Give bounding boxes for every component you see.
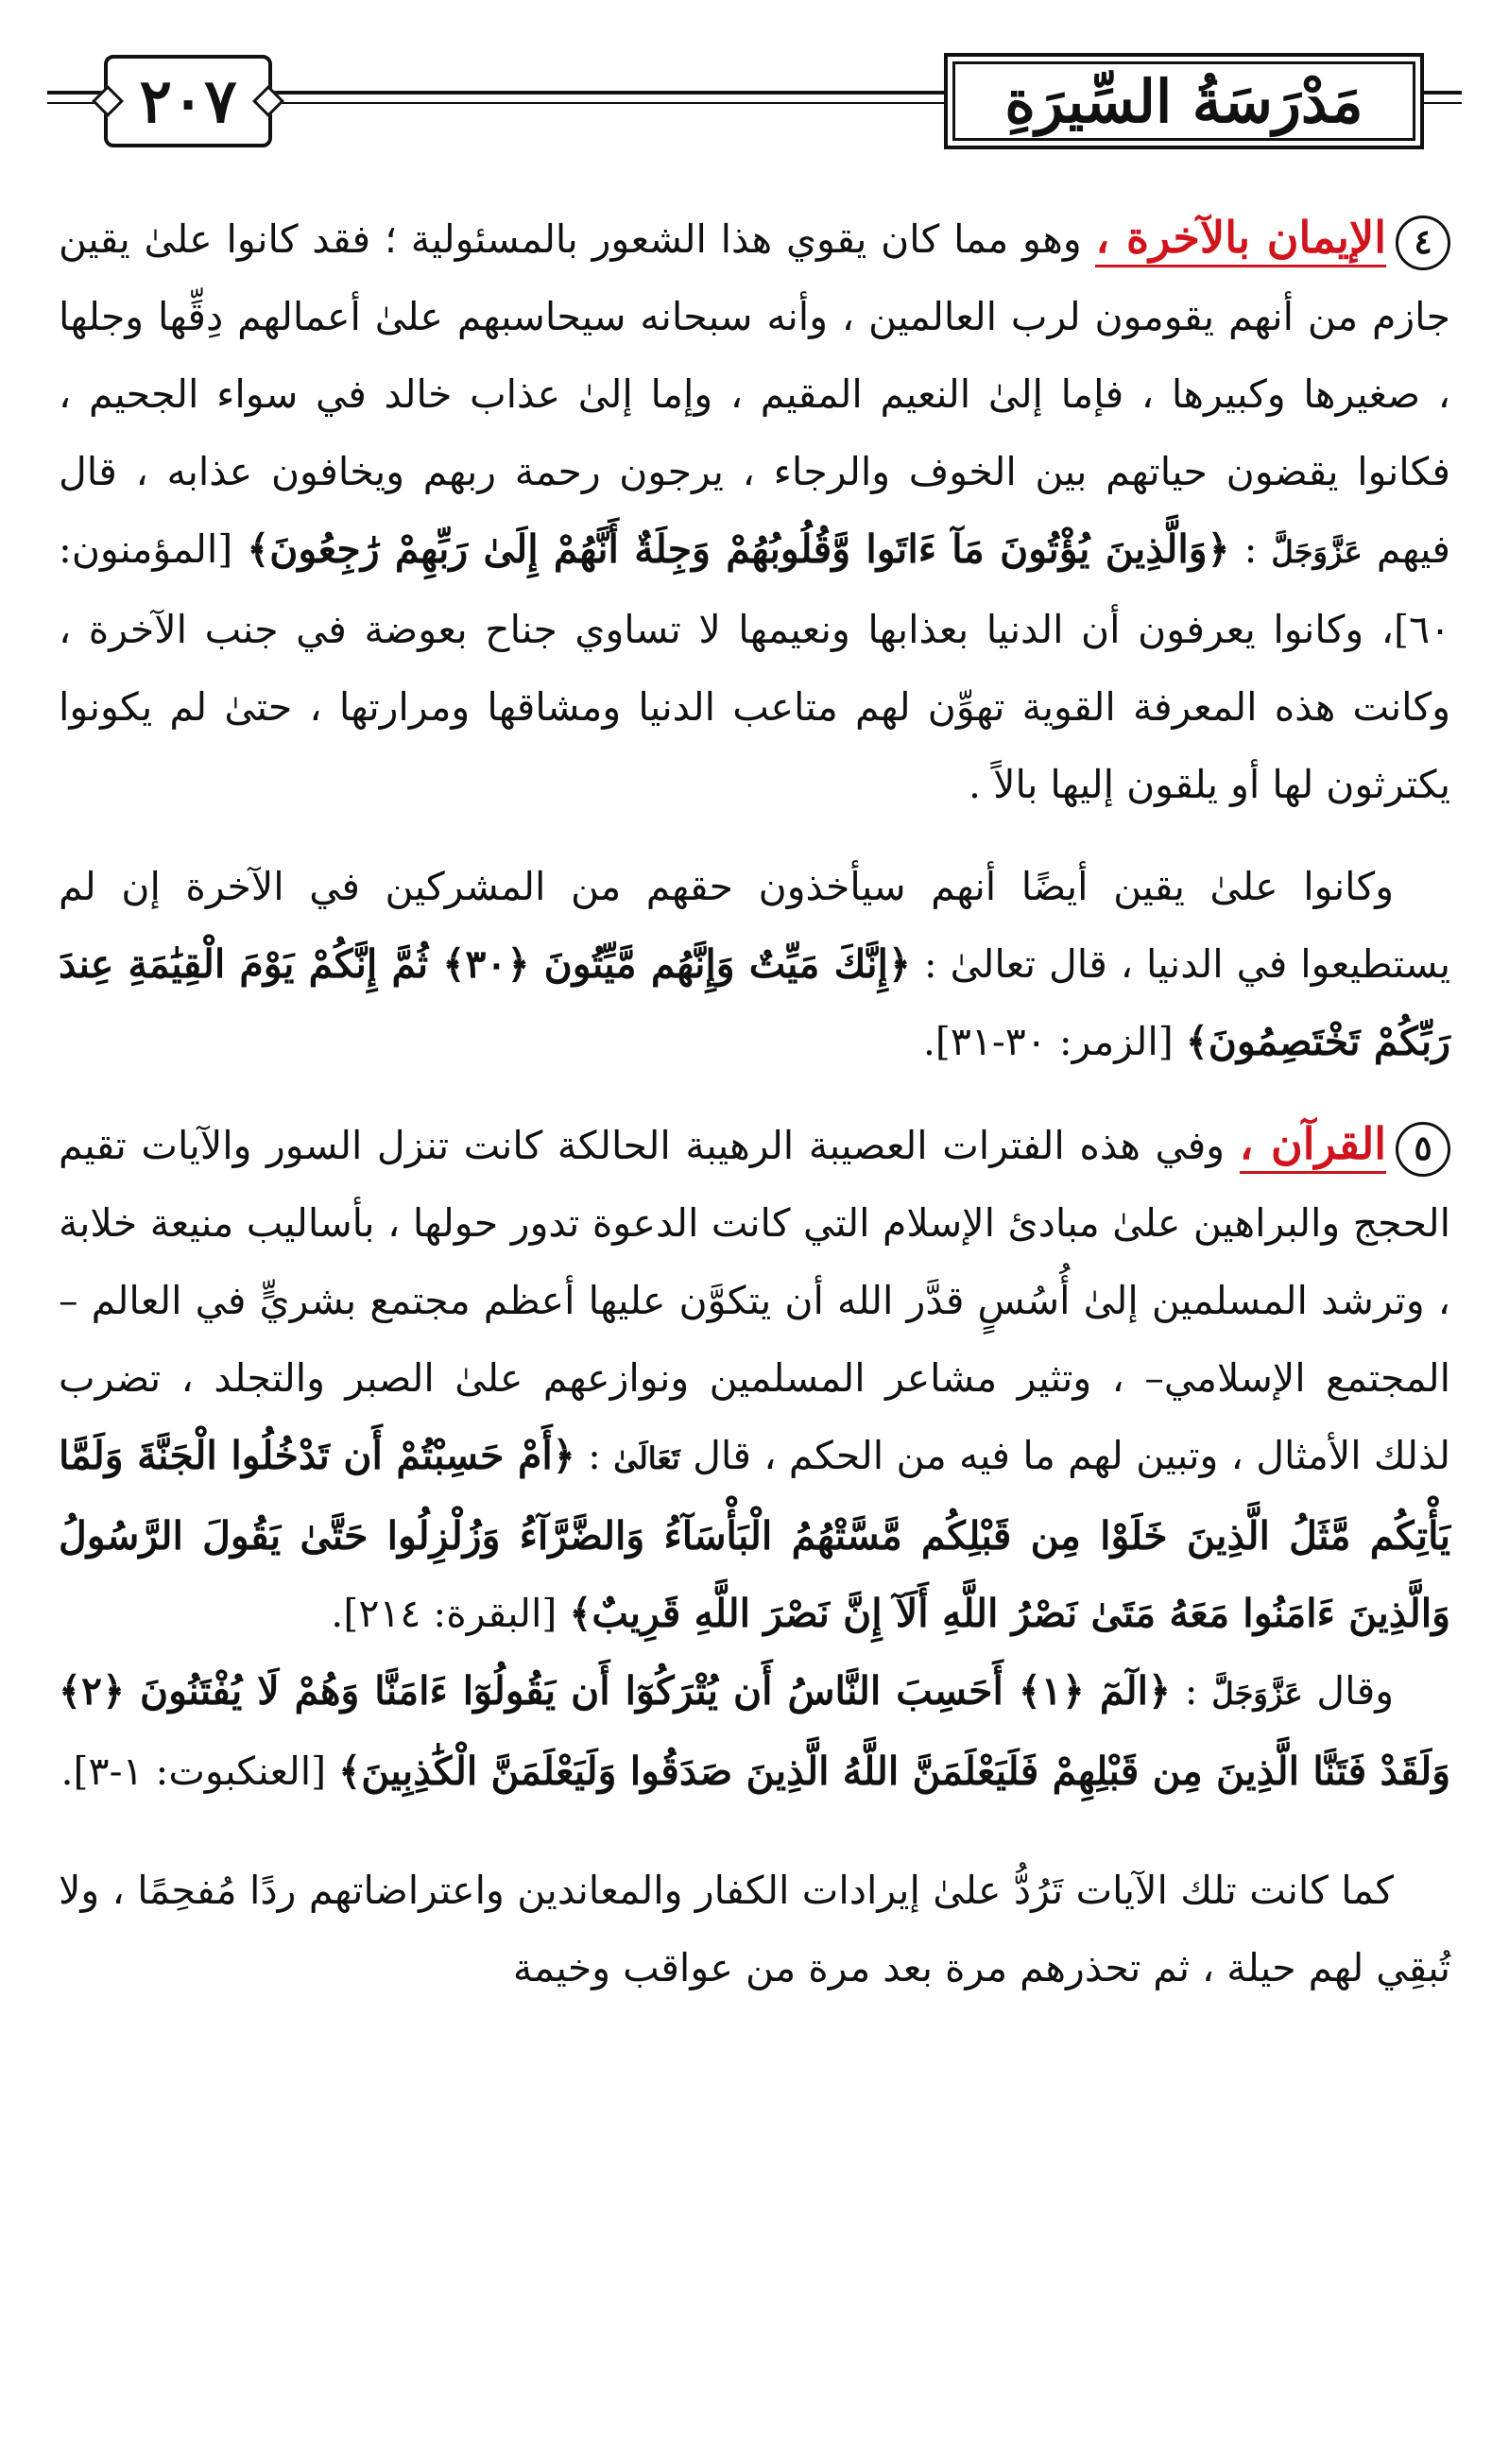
quran-verse: ﴿وَالَّذِينَ يُؤْتُونَ مَآ ءَاتَوا وَّقُلُوبُهُمْ وَجِلَةٌ أَنَّهُمْ إِلَىٰ رَبِّهِمْ رَٰجِعُونَ﴾: [247, 526, 1230, 572]
page-number: ٢٠٧: [139, 65, 237, 137]
section-5-heading: القرآن ،: [1240, 1118, 1386, 1174]
section-number-4: ٤: [1396, 215, 1450, 270]
section-4-text-b: :: [1229, 526, 1272, 572]
verse-reference: [البقرة: ٢١٤].: [331, 1591, 570, 1636]
quran-verse: ﴿إِنَّكَ مَيِّتٌ وَإِنَّهُم مَّيِّتُونَ ﴿٣٠﴾ ثُمَّ إِنَّكُمْ يَوْمَ الْقِيَٰمَةِ عِندَ رَبِّكُمْ تَخْتَصِمُونَ﴾: [59, 941, 1450, 1064]
section-4-text-c: ، وكانوا يعرفون أن الدنيا بعذابها ونعيمها لا تساوي جناح بعوضة في جنب الآخرة ، وكانت هذه المعرفة القوية تهوِّن لهم متاعب الدنيا ومشاقها ومرارتها ، حتىٰ لم يكونوا يكترثون لها أو يلقون إليها بالاً .: [59, 607, 1450, 807]
page-body: [59, 198, 1450, 2007]
book-title: مَدْرَسَةُ السِّيرَةِ: [1004, 66, 1363, 136]
section-4-text-a: وهو مما كان يقوي هذا الشعور بالمسئولية ؛ فقد كانوا علىٰ يقين جازم من أنهم يقومون لرب العالمين ، وأنه سبحانه سيحاسبهم علىٰ أعمالهم دِقِّها وجلها ، صغيرها وكبيرها ، فإما إلىٰ النعيم المقيم ، وإما إلىٰ عذاب خالد في سواء الجحيم ، فكانوا يقضون حياتهم بين الخوف والرجاء ، يرجون رحمة ربهم ويخافون عذابه ، قال فيهم: [59, 216, 1450, 572]
closing-text: كما كانت تلك الآيات تَرُدُّ علىٰ إيرادات الكفار والمعاندين واعتراضاتهم ردًا مُفحِمًا ، ولا تُبقِي لهم حيلة ، ثم تحذرهم مرة بعد مرة من عواقب وخيمة: [59, 1868, 1450, 1990]
honorific-glyph: عَزَّوَجَلَّ: [1271, 534, 1363, 570]
honorific-glyph: تَعَالَىٰ: [613, 1440, 680, 1476]
section-5-text-b: :: [574, 1433, 614, 1478]
verse-reference: [المؤمنون: ٦٠]: [59, 526, 1450, 652]
section-4-paragraph-2: [59, 848, 1450, 1080]
section-5-para2-text-b: :: [1171, 1668, 1212, 1714]
book-title-frame: [944, 53, 1424, 149]
page-number-frame: [104, 55, 272, 147]
quran-verse: ﴿أَمْ حَسِبْتُمْ أَن تَدْخُلُوا الْجَنَّةَ وَلَمَّا يَأْتِكُم مَّثَلُ الَّذِينَ خَلَوْا مِن قَبْلِكُم مَّسَّتْهُمُ الْبَأْسَآءُ وَالضَّرَّآءُ وَزُلْزِلُوا حَتَّىٰ يَقُولَ الرَّسُولُ وَالَّذِينَ ءَامَنُوا مَعَهُ مَتَىٰ نَصْرُ اللَّهِ أَلَآ إِنَّ نَصْرَ اللَّهِ قَرِيبٌ﴾: [59, 1433, 1450, 1636]
verse-reference: [الزمر: ٣٠-٣١].: [922, 1019, 1186, 1064]
section-5-para2-text: وقال: [1302, 1668, 1394, 1714]
section-4-para2-text: وكانوا علىٰ يقين أيضًا أنهم سيأخذون حقهم من المشركين في الآخرة إن لم يستطيعوا في الدنيا ، قال تعالىٰ :: [59, 864, 1450, 987]
verse-reference: [العنكبوت: ١-٣].: [60, 1749, 339, 1794]
section-number-5: ٥: [1396, 1122, 1450, 1177]
section-5-paragraph-2: [59, 1652, 1450, 1810]
section-5-text-a: وفي هذه الفترات العصيبة الرهيبة الحالكة كانت تنزل السور والآيات تقيم الحجج والبراهين علىٰ مبادئ الإسلام التي كانت الدعوة تدور حولها ، بأساليب منيعة خلابة ، وترشد المسلمين إلىٰ أُسُسٍ قدَّر الله أن يتكوَّن عليها أعظم مجتمع بشريٍّ في العالم –المجتمع الإسلامي– ، وتثير مشاعر المسلمين ونوازعهم علىٰ الصبر والتجلد ، تضرب لذلك الأمثال ، وتبين لهم ما فيه من الحكم ، قال: [59, 1123, 1450, 1478]
section-4-paragraph: [59, 198, 1450, 823]
quran-verse: ﴿الٓمٓ ﴿١﴾ أَحَسِبَ النَّاسُ أَن يُتْرَكُوٓا أَن يَقُولُوٓا ءَامَنَّا وَهُمْ لَا يُفْتَنُونَ ﴿٢﴾ وَلَقَدْ فَتَنَّا الَّذِينَ مِن قَبْلِهِمْ فَلَيَعْلَمَنَّ اللَّهُ الَّذِينَ صَدَقُوا وَلَيَعْلَمَنَّ الْكَٰذِبِينَ﴾: [59, 1668, 1450, 1794]
section-5-paragraph: [59, 1105, 1450, 1652]
honorific-glyph: عَزَّوَجَلَّ: [1211, 1676, 1303, 1712]
closing-paragraph: [59, 1852, 1450, 2007]
section-4-heading: الإيمان بالآخرة ،: [1095, 212, 1386, 267]
page-header: [47, 47, 1462, 151]
